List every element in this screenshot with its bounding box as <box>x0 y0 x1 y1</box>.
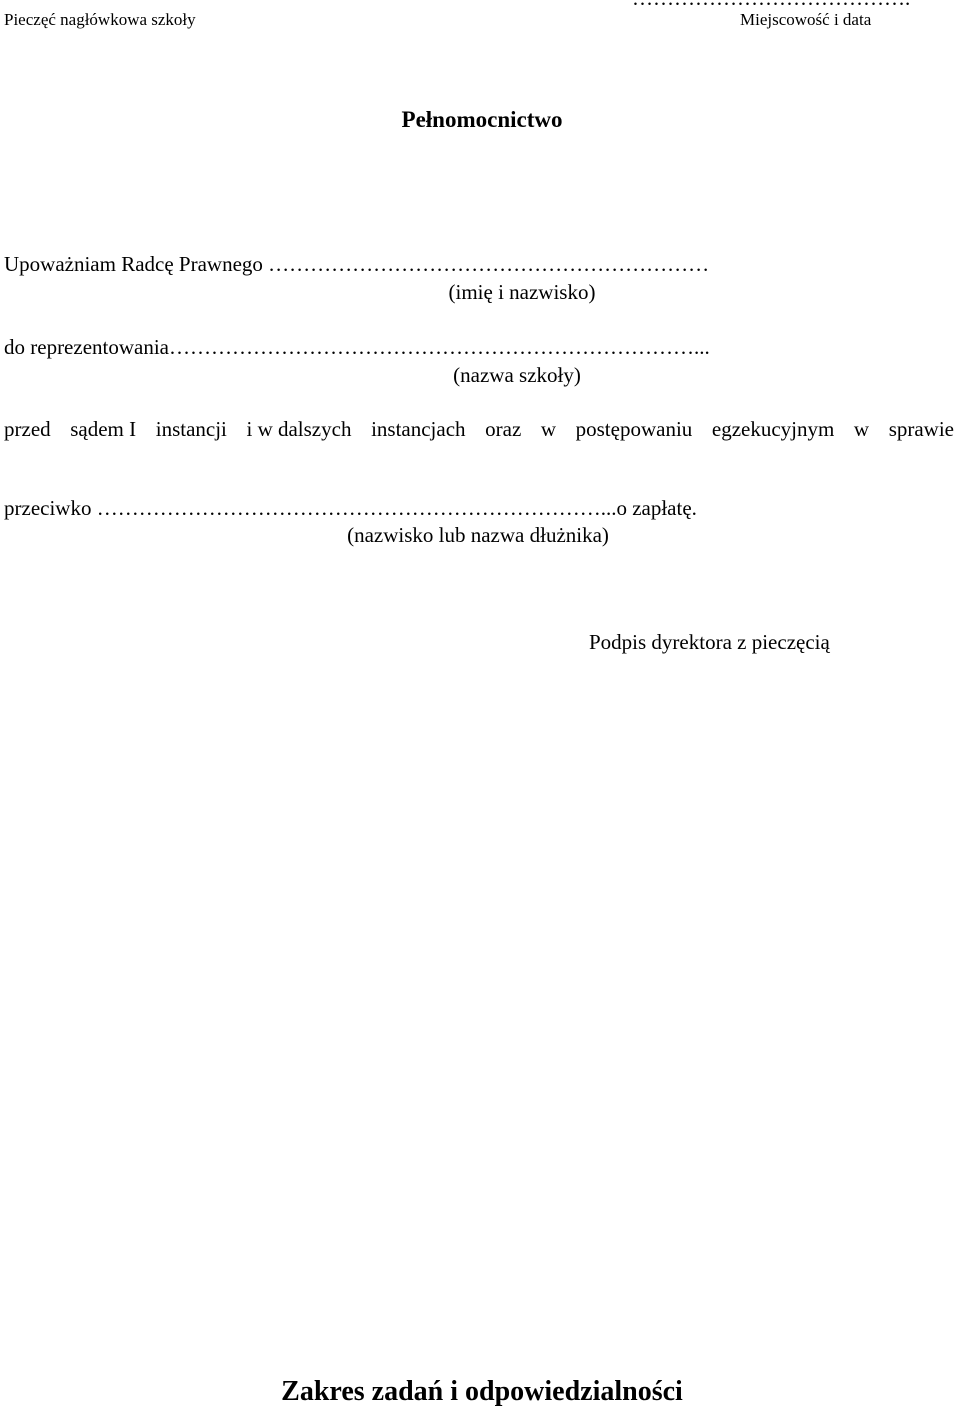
court-scope-word: postępowaniu <box>575 417 693 441</box>
debtor-caption: (nazwisko lub nazwa dłużnika) <box>347 523 609 547</box>
court-scope-word: sądem I <box>70 417 137 441</box>
against-line: przeciwko ………………………………………………………………...o zapłatę. <box>4 496 697 520</box>
authorization-line: Upoważniam Radcę Prawnego ……………………………………………………… <box>4 252 710 276</box>
court-scope-word: instancji <box>155 417 227 441</box>
court-scope-word: w <box>853 417 870 441</box>
court-scope-word: i w dalszych <box>246 417 352 441</box>
place-date-label: Miejscowość i data <box>740 10 872 29</box>
representation-line: do reprezentowania…………………………………………………………………... <box>4 335 710 359</box>
school-name-caption: (nazwa szkoły) <box>453 363 581 387</box>
school-stamp-label: Pieczęć nagłówkowa szkoły <box>4 10 196 29</box>
court-scope-word: w <box>540 417 557 441</box>
court-scope-word: egzekucyjnym <box>711 417 835 441</box>
section-heading: Zakres zadań i odpowiedzialności <box>281 1376 683 1407</box>
court-scope-word: przed <box>4 417 51 441</box>
court-scope-word: oraz <box>485 417 522 441</box>
court-scope-word: sprawie <box>888 417 954 441</box>
document-title: Pełnomocnictwo <box>401 107 563 132</box>
court-scope-word: instancjach <box>371 417 466 441</box>
date-dotted-line <box>632 0 910 9</box>
name-caption: (imię i nazwisko) <box>448 280 596 304</box>
director-signature-label: Podpis dyrektora z pieczęcią <box>589 630 830 654</box>
court-scope-line <box>4 419 954 440</box>
